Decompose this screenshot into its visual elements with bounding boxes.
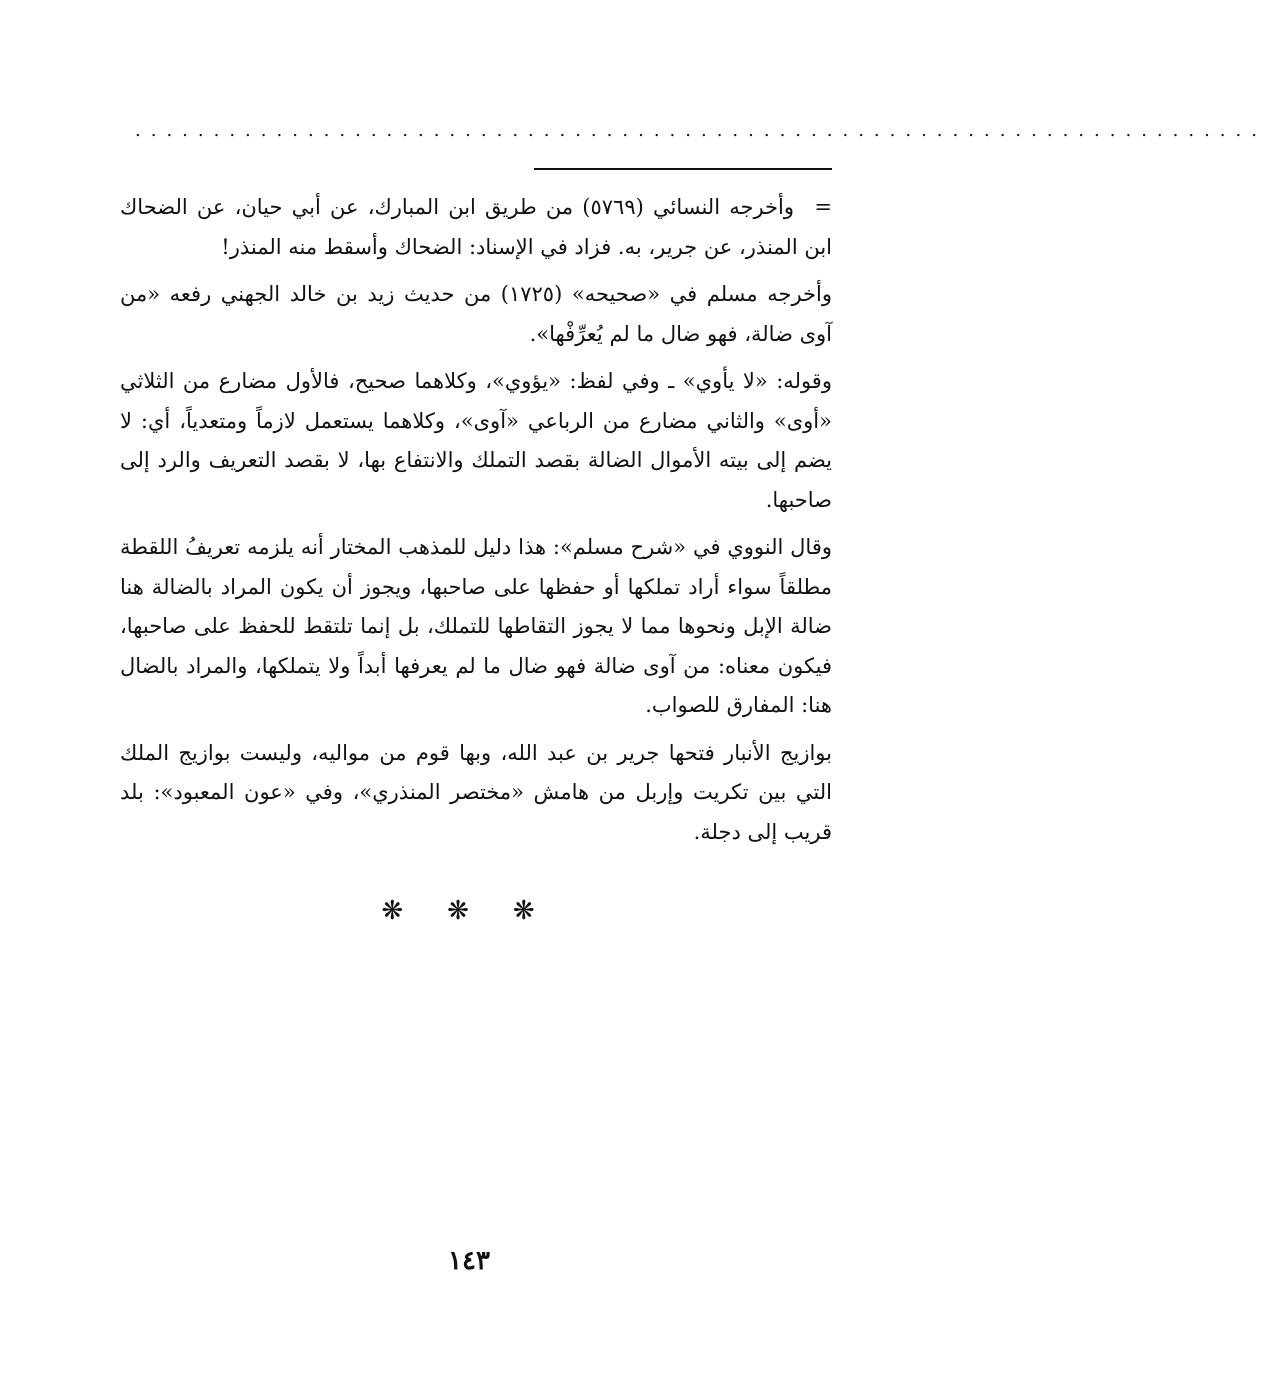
footnote-paragraph-3: وقوله: «لا يأوي» ـ وفي لفظ: «يؤوي»، وكلاهما صحيح، فالأول مضارع من الثلاثي «أوى» والثاني مضارع من الرباعي «آوى»، وكلاهما يستعمل لازماً ومتعدياً، أي: لا يضم إلى بيته الأموال الضالة بقصد التملك والانتفاع بها، لا بقصد التعريف والرد إلى صاحبها. bbox=[120, 369, 832, 512]
page-number: ١٤٣ bbox=[448, 1246, 490, 1276]
footnote-paragraph-1 bbox=[120, 188, 832, 267]
footnote-text bbox=[120, 188, 832, 860]
paragraph-text: وأخرجه النسائي (٥٧٦٩) من طريق ابن المبارك، عن أبي حيان، عن الضحاك ابن المنذر، عن جرير، به. فزاد في الإسناد: الضحاك وأسقط منه المنذر! bbox=[120, 195, 832, 259]
dotted-separator: ........................................................................ bbox=[135, 120, 1267, 141]
section-divider-stars: ❋❋❋ bbox=[381, 896, 579, 926]
footnote-paragraph-2: وأخرجه مسلم في «صحيحه» (١٧٢٥) من حديث زيد بن خالد الجهني رفعه «من آوى ضالة، فهو ضال ما لم يُعرِّفْها». bbox=[120, 282, 832, 346]
footnote-paragraph-5: بوازيج الأنبار فتحها جرير بن عبد الله، وبها قوم من مواليه، وليست بوازيج الملك التي بين تكريت وإربل من هامش «مختصر المنذري»، وفي «عون المعبود»: بلد قريب إلى دجلة. bbox=[120, 740, 832, 844]
continuation-marker: = bbox=[814, 195, 832, 219]
footnote-rule bbox=[534, 168, 832, 170]
footnote-paragraph-4: وقال النووي في «شرح مسلم»: هذا دليل للمذهب المختار أنه يلزمه تعريفُ اللقطة مطلقاً سواء أراد تملكها أو حفظها على صاحبها، ويجوز أن يكون المراد بالضالة هنا ضالة الإبل ونحوها مما لا يجوز التقاطها للتملك، بل إنما تلتقط للحفظ على صاحبها، فيكون معناه: من آوى ضالة فهو ضال ما لم يعرفها أبداً ولا يتملكها، والمراد بالضال هنا: المفارق للصواب. bbox=[120, 535, 832, 717]
